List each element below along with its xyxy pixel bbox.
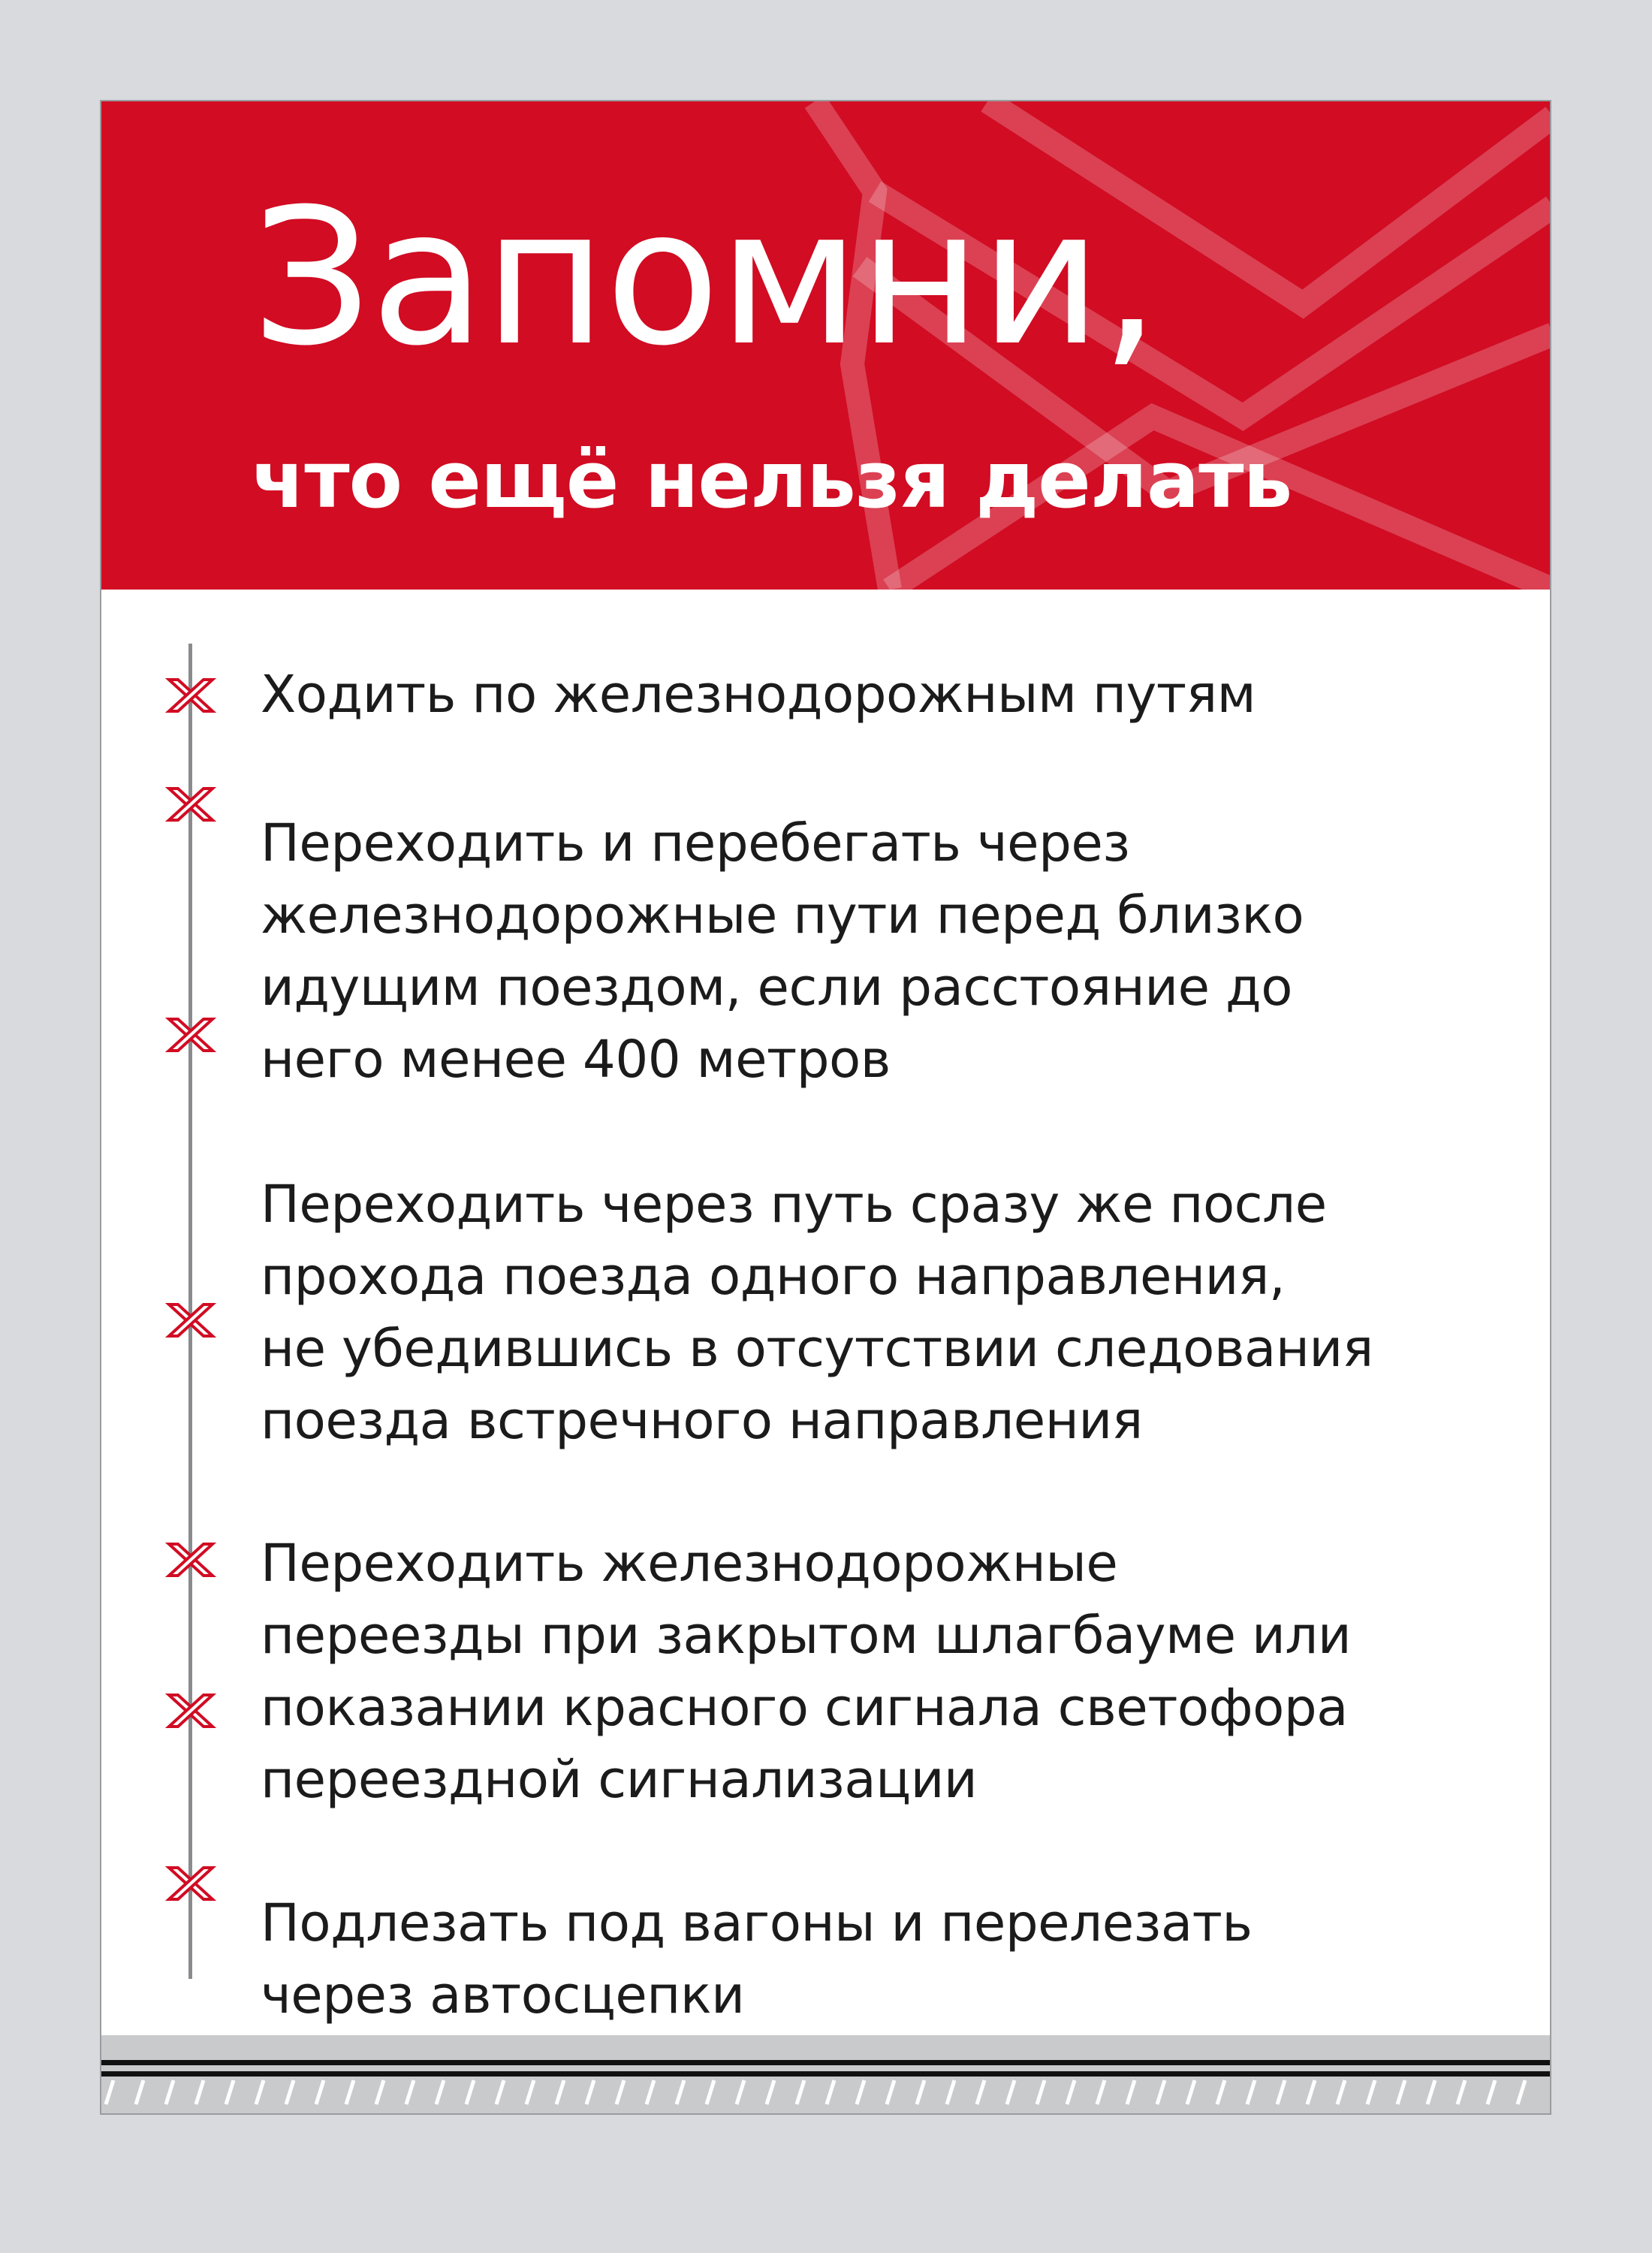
rule-item: Переходить железнодорожные переезды при закрытом шлагбауме или показании красного сигнала светофора переездной сигнализации — [261, 1534, 1352, 1810]
rule-item: Переходить и перебегать через железнодорожные пути перед близко идущим поездом, если расстояние до него менее 400 метров — [261, 813, 1304, 1090]
rule-item: Подлезать под вагоны и перелезать через автосцепки — [261, 1893, 1253, 2025]
poster — [100, 100, 1551, 2115]
railway-crossing-cross-icon — [164, 677, 217, 714]
railway-crossing-cross-icon — [164, 1541, 217, 1579]
railway-crossing-cross-icon — [164, 786, 217, 823]
page-title: Запомни, — [252, 168, 1159, 387]
railway-crossing-cross-icon — [164, 1016, 217, 1054]
railway-crossing-cross-icon — [164, 1692, 217, 1730]
header-banner — [101, 101, 1550, 590]
rule-item: Ходить по железнодорожным путям — [261, 665, 1256, 725]
railway-track-icon — [101, 2035, 1551, 2115]
railway-crossing-cross-icon — [164, 1301, 217, 1339]
rule-item: Переходить через путь сразу же после прохода поезда одного направления, не убедившись в отсутствии следования поезда встречного направления — [261, 1175, 1373, 1451]
page-subtitle: что ещё нельзя делать — [252, 434, 1292, 526]
railway-crossing-cross-icon — [164, 1865, 217, 1902]
